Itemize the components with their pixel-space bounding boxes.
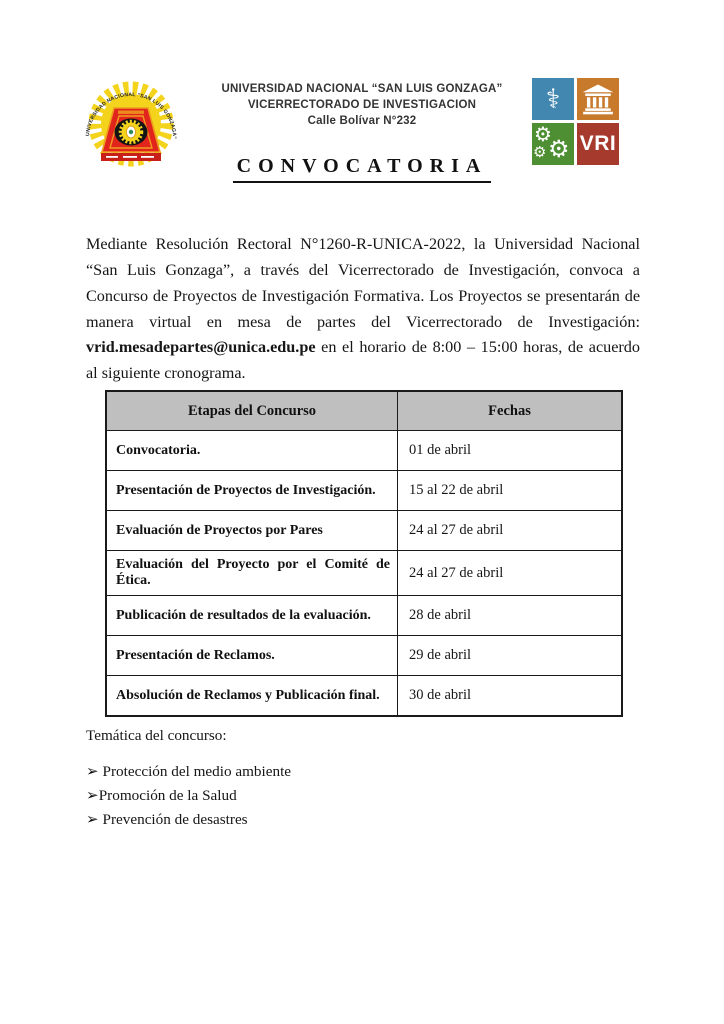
gear-icon: ⚙ xyxy=(534,122,552,146)
table-row xyxy=(106,551,622,596)
fecha-cell: 24 al 27 de abril xyxy=(398,511,622,551)
tematica-item: ➢ Protección del medio ambiente xyxy=(86,763,292,780)
tematica-item: ➢ Prevención de desastres xyxy=(86,811,248,828)
intro-text: Mediante Resolución Rectoral N°1260-R-UNICA-2022, la Universidad Nacional “San Luis Gonzaga”, a través del Vicerrectorado de Investigación, convoca a Concurso de Proyectos de Investigación Formativa. Los Proyectos se presentarán de manera virtual en mesa de partes del Vicerrectorado de Investigación: xyxy=(86,235,640,331)
etapa-cell: Publicación de resultados de la evaluación. xyxy=(106,596,398,636)
etapa-cell: Evaluación de Proyectos por Pares xyxy=(106,511,398,551)
gear-icon: ⚙ xyxy=(548,135,570,163)
title-row xyxy=(0,155,724,183)
etapa-cell: Absolución de Reclamos y Publicación final. xyxy=(106,676,398,717)
etapa-cell: Presentación de Proyectos de Investigación. xyxy=(106,471,398,511)
vri-logo xyxy=(532,78,620,166)
etapa-cell: Presentación de Reclamos. xyxy=(106,636,398,676)
table-row xyxy=(106,431,622,471)
tematica-list xyxy=(86,760,586,832)
tematica-heading: Temática del concurso: xyxy=(86,727,227,744)
fecha-cell: 30 de abril xyxy=(398,676,622,717)
intro-paragraph xyxy=(86,232,640,387)
table-row xyxy=(106,511,622,551)
schedule-table xyxy=(105,390,623,717)
etapa-cell: Convocatoria. xyxy=(106,431,398,471)
tematica-item: ➢Promoción de la Salud xyxy=(86,787,237,804)
intro-text: en el horario de 8:00 – 15:00 horas, de acuerdo al siguiente cronograma. xyxy=(86,338,640,383)
tematica-section xyxy=(86,727,586,832)
fecha-cell: 28 de abril xyxy=(398,596,622,636)
university-name: UNIVERSIDAD NACIONAL “SAN LUIS GONZAGA” xyxy=(221,83,503,95)
temple-icon xyxy=(581,82,615,116)
table-row xyxy=(106,596,622,636)
fecha-cell: 15 al 22 de abril xyxy=(398,471,622,511)
vri-text: VRI xyxy=(579,132,617,155)
seal-center-mark xyxy=(129,130,133,134)
seal-arc-text: UNIVERSIDAD NACIONAL "SAN LUIS GONZAGA" xyxy=(85,91,178,140)
address-line: Calle Bolívar N°232 xyxy=(307,115,417,127)
office-name: VICERRECTORADO DE INVESTIGACION xyxy=(247,99,477,111)
vri-quadrant-health xyxy=(532,78,574,120)
fecha-cell: 29 de abril xyxy=(398,636,622,676)
etapa-cell: Evaluación del Proyecto por el Comité de Ética. xyxy=(106,551,398,596)
vri-quadrant-institution xyxy=(577,78,619,120)
table-header-row xyxy=(106,391,622,431)
table-row xyxy=(106,471,622,511)
fecha-cell: 24 al 27 de abril xyxy=(398,551,622,596)
column-header-fechas: Fechas xyxy=(398,391,622,431)
table-row xyxy=(106,676,622,717)
schedule-body xyxy=(106,431,622,717)
caduceus-icon: ⚕ xyxy=(545,83,561,115)
page-title: CONVOCATORIA xyxy=(233,155,492,183)
gear-icon: ⚙ xyxy=(533,143,547,161)
column-header-etapas: Etapas del Concurso xyxy=(106,391,398,431)
fecha-cell: 01 de abril xyxy=(398,431,622,471)
table-row xyxy=(106,636,622,676)
email-address: vrid.mesadepartes@unica.edu.pe xyxy=(86,338,316,357)
